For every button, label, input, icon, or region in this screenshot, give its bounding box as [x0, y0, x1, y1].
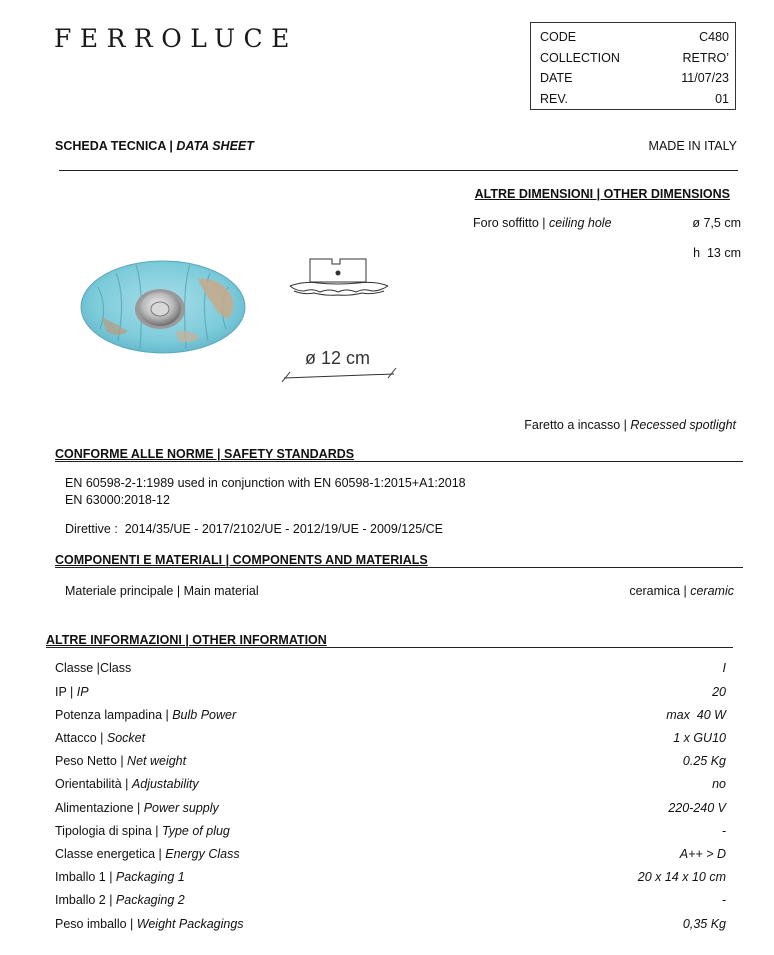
side-view-drawing: [284, 255, 394, 305]
ceiling-hole-value: ø 7,5 cm: [692, 216, 741, 230]
product-type-sep: |: [620, 418, 631, 432]
info-value: 0.25 Kg: [682, 754, 726, 768]
info-label-en: Type of plug: [162, 824, 230, 838]
info-label: [55, 661, 131, 675]
main-material-label: Materiale principale | Main material: [65, 584, 259, 598]
info-row-energy-class: [55, 847, 726, 867]
info-label-it: Imballo 2 |: [55, 893, 116, 907]
dimensions-heading: ALTRE DIMENSIONI | OTHER DIMENSIONS: [474, 187, 730, 201]
materials-heading: COMPONENTI E MATERIALI | COMPONENTS AND MATERIALS: [55, 553, 428, 567]
sheet-title-sep: |: [165, 139, 177, 153]
date-label: DATE: [540, 71, 573, 85]
info-row-power-supply: [55, 801, 726, 821]
info-label-en: Adjustability: [131, 777, 199, 791]
standard-line-2: EN 63000:2018-12: [65, 493, 170, 507]
main-material-sep: |: [680, 584, 691, 598]
directives: Direttive : 2014/35/UE - 2017/2102/UE - 2012/19/UE - 2009/125/CE: [65, 522, 444, 536]
code-label: CODE: [540, 30, 577, 44]
info-label-it: Classe |: [55, 661, 100, 675]
sheet-title-en: DATA SHEET: [176, 139, 254, 153]
other-info-heading: ALTRE INFORMAZIONI | OTHER INFORMATION: [46, 633, 327, 647]
info-label-en: Packaging 1: [115, 870, 185, 884]
info-label: [55, 731, 145, 745]
ceiling-hole-label: [473, 216, 612, 230]
info-label-en: Class: [99, 661, 132, 675]
info-label-it: IP |: [55, 685, 77, 699]
main-material-en: ceramic: [690, 584, 734, 598]
product-type-en: Recessed spotlight: [630, 418, 736, 432]
info-label-en: IP: [76, 685, 89, 699]
ceiling-hole-en: ceiling hole: [548, 216, 612, 230]
info-label-it: Classe energetica |: [55, 847, 166, 861]
info-label: [55, 824, 230, 838]
rev-label: REV.: [540, 92, 569, 106]
info-label-en: Net weight: [127, 754, 187, 768]
info-value: 220-240 V: [668, 801, 726, 815]
info-label: [55, 847, 240, 861]
brand-logo: FERROLUCE: [54, 24, 298, 53]
ceiling-hole-it: Foro soffitto: [473, 216, 539, 230]
info-row-bulb-power: [55, 708, 726, 728]
info-row-packaging-2: [55, 893, 726, 913]
info-value: 1 x GU10: [673, 731, 726, 745]
code-box: [530, 22, 736, 110]
info-value: A++ > D: [679, 847, 726, 861]
standards-heading: CONFORME ALLE NORME | SAFETY STANDARDS: [55, 447, 355, 461]
date-row: [540, 68, 729, 88]
info-label-en: Power supply: [143, 801, 219, 815]
info-row-ip: [55, 685, 726, 705]
height-value: h 13 cm: [693, 246, 741, 260]
collection-value: RETRO’: [682, 51, 729, 65]
date-value: 11/07/23: [681, 71, 729, 85]
info-label-en: Socket: [106, 731, 146, 745]
info-label: [55, 708, 236, 722]
rev-value: 01: [715, 92, 729, 106]
info-label: [55, 870, 185, 884]
info-label-en: Weight Packagings: [136, 917, 244, 931]
info-label: [55, 917, 244, 931]
code-row: [540, 27, 729, 47]
sheet-title-it: SCHEDA TECNICA: [55, 139, 166, 153]
standards-divider: [55, 461, 743, 462]
info-value: -: [721, 824, 726, 838]
info-value: 20 x 14 x 10 cm: [637, 870, 726, 884]
info-label-it: Imballo 1 |: [55, 870, 116, 884]
sheet-title: [55, 139, 254, 153]
product-type-it: Faretto a incasso: [524, 418, 621, 432]
info-row-class: [55, 661, 726, 681]
main-material-it: ceramica: [629, 584, 681, 598]
info-row-socket: [55, 731, 726, 751]
info-row-packaging-1: [55, 870, 726, 890]
info-label-en: Energy Class: [165, 847, 240, 861]
info-label-it: Peso Netto |: [55, 754, 128, 768]
info-value: I: [722, 661, 726, 675]
info-label: [55, 777, 199, 791]
info-row-weight-packagings: [55, 917, 726, 937]
info-value: no: [712, 777, 726, 791]
collection-label: COLLECTION: [540, 51, 620, 65]
info-label: [55, 801, 219, 815]
made-in-italy: MADE IN ITALY: [648, 139, 737, 153]
info-label-it: Orientabilità |: [55, 777, 132, 791]
info-label-it: Potenza lampadina |: [55, 708, 173, 722]
standard-line-1: EN 60598-2-1:1989 used in conjunction with EN 60598-1:2015+A1:2018: [65, 476, 466, 490]
product-photo: [78, 257, 248, 357]
info-label: [55, 754, 186, 768]
info-label: [55, 893, 185, 907]
info-value: max 40 W: [666, 708, 726, 722]
info-value: -: [721, 893, 726, 907]
materials-divider: [55, 567, 743, 568]
ceiling-hole-sep: |: [538, 216, 549, 230]
main-material-value: [629, 584, 734, 598]
product-type: [524, 418, 736, 432]
info-row-plug-type: [55, 824, 726, 844]
rev-row: [540, 89, 729, 109]
info-value: 0,35 Kg: [682, 917, 726, 931]
info-row-adjustability: [55, 777, 726, 797]
collection-row: [540, 48, 729, 68]
info-label-it: Tipologia di spina |: [55, 824, 163, 838]
other-info-divider: [46, 647, 733, 648]
info-label-en: Packaging 2: [115, 893, 185, 907]
info-label: [55, 685, 89, 699]
info-label-it: Attacco |: [55, 731, 107, 745]
diameter-label: ø 12 cm: [305, 348, 371, 368]
info-row-net-weight: [55, 754, 726, 774]
info-label-it: Alimentazione |: [55, 801, 144, 815]
info-label-it: Peso imballo |: [55, 917, 137, 931]
info-value: 20: [712, 685, 726, 699]
header-divider: [59, 170, 738, 171]
code-value: C480: [699, 30, 729, 44]
info-label-en: Bulb Power: [172, 708, 237, 722]
